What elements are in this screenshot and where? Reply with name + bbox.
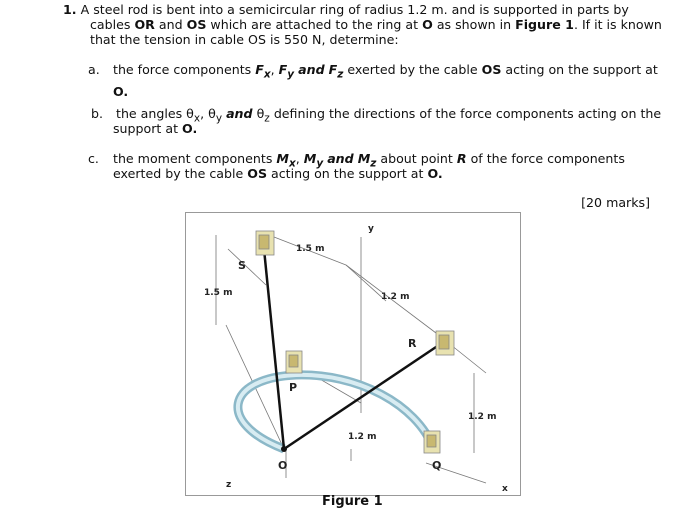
- part-b-letter: b.: [91, 106, 103, 121]
- label-point-p: P: [289, 381, 298, 394]
- intro-text-3: and: [158, 17, 183, 32]
- part-c-letter: c.: [88, 151, 99, 166]
- part-c-point-o: O.: [427, 166, 443, 181]
- part-c-line-2: [113, 166, 443, 181]
- part-a-text-3: acting on the support at: [505, 62, 658, 77]
- part-a-text-1: the force components: [113, 62, 252, 77]
- intro-text-4: which are attached to the ring at: [210, 17, 419, 32]
- part-c-text-4: exerted by the cable: [113, 166, 244, 181]
- question-line-3: [90, 32, 399, 47]
- figure-caption: Figure 1: [322, 494, 383, 509]
- marks-label: [20 marks]: [581, 195, 650, 210]
- part-a-and: and: [298, 62, 325, 77]
- part-c-text-1: the moment components: [113, 151, 273, 166]
- intro-text-6: . If it is known: [573, 17, 662, 32]
- moment-mz: $M_z$: [357, 151, 377, 170]
- part-a-letter: a.: [88, 62, 100, 77]
- part-c-text-2: about point: [380, 151, 453, 166]
- label-dim-15-top: 1.5 m: [296, 244, 325, 254]
- force-fz: $F_z$: [328, 62, 344, 81]
- part-b-angle-z: θ: [256, 106, 265, 121]
- part-a-text-2: exerted by the cable: [347, 62, 478, 77]
- moment-mx: $M_x$: [276, 151, 296, 170]
- cable-or-label: OR: [134, 17, 155, 32]
- part-b-text-2: support at: [113, 121, 179, 136]
- label-point-o: O: [278, 459, 288, 472]
- figure-frame: [185, 212, 521, 496]
- figure-reference: Figure 1: [515, 17, 574, 32]
- label-point-r: R: [408, 337, 417, 350]
- part-c-text-5: acting on the support at: [271, 166, 424, 181]
- part-c-text-3: of the force components: [470, 151, 625, 166]
- label-dim-15-left: 1.5 m: [204, 288, 233, 298]
- question-line-1: [63, 2, 629, 17]
- part-c-cable: OS: [247, 166, 268, 181]
- part-c-line-1: the moment components $M_x$, $M_y$ and $M_z$ about point R of the force components: [113, 151, 625, 170]
- point-o-dot: [281, 446, 287, 452]
- question-line-2: [90, 17, 662, 32]
- part-b-line-2: [113, 121, 197, 136]
- part-b-and: and: [226, 106, 253, 121]
- part-a-line-1: the force components $F_x$, $F_y$ and $F_z$ exerted by the cable OS acting on the support at: [113, 62, 658, 81]
- label-dim-12-right: 1.2 m: [468, 412, 497, 422]
- part-c-and: and: [327, 151, 354, 166]
- moment-my: $M_y$: [303, 151, 324, 170]
- intro-text-1: A steel rod is bent into a semicircular ring of radius 1.2 m. and is supported in parts by: [80, 2, 629, 17]
- part-b-angle-y: , θ: [200, 106, 216, 121]
- intro-text-2: cables: [90, 17, 131, 32]
- label-y-axis: y: [368, 224, 374, 234]
- label-dim-12-bottom: 1.2 m: [348, 432, 377, 442]
- part-c-point-r: R: [456, 151, 467, 166]
- question-number: 1.: [63, 2, 77, 17]
- intro-text-5: as shown in: [436, 17, 512, 32]
- part-a-cable: OS: [481, 62, 502, 77]
- cable-os-label: OS: [186, 17, 207, 32]
- label-point-q: Q: [432, 459, 442, 472]
- part-a-line-2: [113, 84, 128, 99]
- force-fx: $F_x$: [255, 62, 271, 81]
- label-dim-12-top: 1.2 m: [381, 292, 410, 302]
- part-b-text: defining the directions of the force components acting on the: [273, 106, 662, 121]
- point-o-label: O: [422, 17, 433, 32]
- label-point-s: S: [238, 259, 246, 272]
- label-x-axis: x: [502, 484, 508, 494]
- figure-diagram: [186, 213, 520, 495]
- force-fy: $F_y$: [278, 62, 295, 81]
- cable-os: [264, 249, 284, 449]
- part-b-angle-x: the angles θ: [116, 106, 194, 121]
- part-a-point-o: O.: [113, 84, 129, 99]
- part-b-point-o: O.: [182, 121, 198, 136]
- part-b-line-1: the angles $\theta_x$, $\theta_y$ and $\theta_z$ defining the directions of the force components acting on the: [116, 106, 662, 125]
- intro-text-7: that the tension in cable OS is 550 N, determine:: [90, 32, 399, 47]
- label-z-axis: z: [226, 480, 232, 490]
